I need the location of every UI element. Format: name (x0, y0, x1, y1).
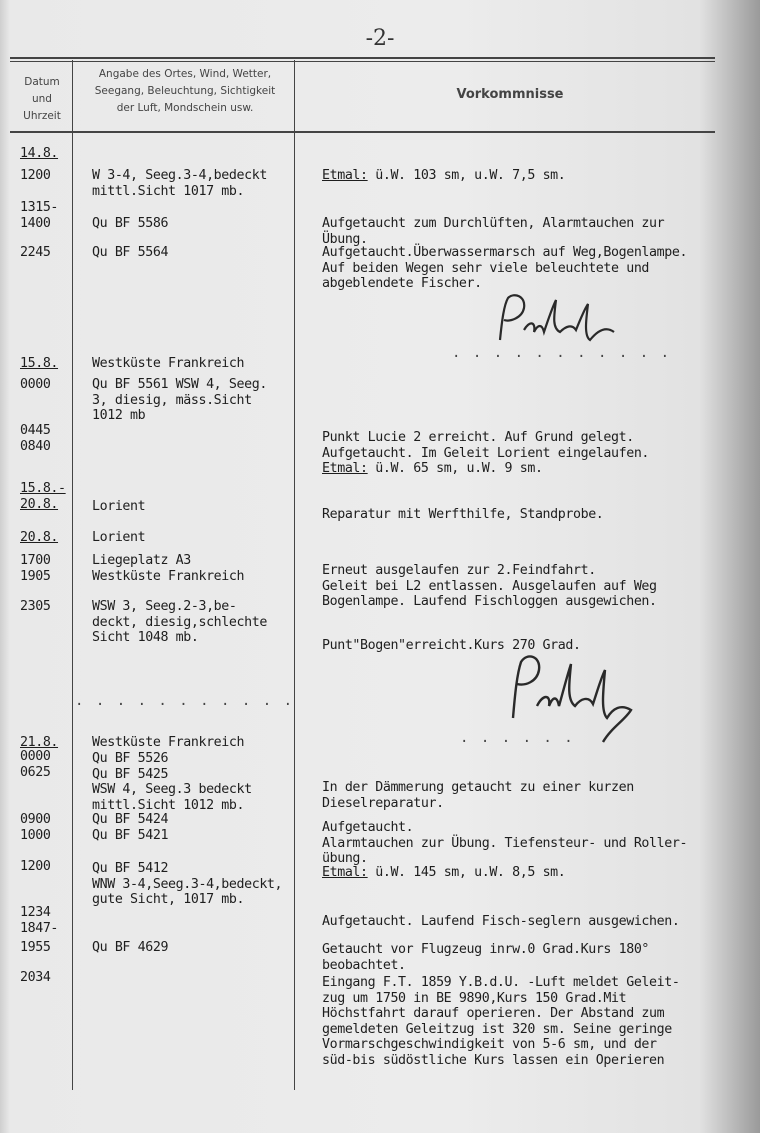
header-top-rule-2 (10, 61, 715, 62)
entry-location: W 3-4, Seeg.3-4,bedeckt mittl.Sicht 1017 mb. (92, 168, 267, 199)
etmal-values: ü.W. 103 sm, u.W. 7,5 sm. (367, 168, 566, 183)
entry-location: WSW 3, Seeg.2-3,be- deckt, diesig,schlechte Sicht 1048 mb. (92, 599, 267, 645)
entry-time: 2305 (20, 599, 51, 614)
column-header-date-text: Datum und Uhrzeit (23, 76, 61, 122)
entry-time: 0900 1000 (20, 812, 51, 843)
entry-time: 0445 0840 (20, 423, 51, 454)
etmal-label: Etmal: (322, 168, 368, 183)
entry-events: Punkt Lucie 2 erreicht. Auf Grund gelegt. Aufgetaucht. Im Geleit Lorient eingelaufen. (322, 430, 650, 461)
entry-events (322, 168, 565, 184)
entry-time: 0000 (20, 377, 51, 392)
entry-location: Qu BF 5526 Qu BF 5425 WSW 4, Seeg.3 bedeckt mittl.Sicht 1012 mb. (92, 751, 252, 813)
entry-location: Qu BF 5412 WNW 3-4,Seeg.3-4,bedeckt, gute Sicht, 1017 mb. (92, 861, 283, 907)
column-divider-1 (72, 60, 73, 1090)
dotted-line: . . . . . . (460, 730, 575, 746)
entry-date: 20.8. (20, 530, 59, 545)
column-header-events (300, 86, 720, 103)
column-header-location-text: Angabe des Ortes, Wind, Wetter, Seegang, Beleuchtung, Sichtigkeit der Luft, Mondschein usw. (94, 68, 276, 114)
entry-time: 1700 1905 (20, 553, 51, 584)
dotted-line: . . . . . . . . . . . (75, 693, 295, 709)
header-top-rule (10, 57, 715, 59)
etmal-values: ü.W. 65 sm, u.W. 9 sm. (367, 461, 543, 476)
column-header-events-text: Vorkommnisse (456, 87, 564, 102)
entry-events (322, 865, 565, 881)
entry-events: Aufgetaucht.Überwassermarsch auf Weg,Bogenlampe. Auf beiden Wegen sehr viele beleuchtete und abgeblendete Fischer. (322, 245, 688, 291)
entry-date: 15.8.- 20.8. (20, 481, 66, 512)
entry-date: 15.8. (20, 356, 59, 371)
entry-time: 1234 1847- (20, 905, 59, 936)
entry-events: Aufgetaucht zum Durchlüften, Alarmtauchen zur Übung. (322, 216, 665, 247)
etmal-label: Etmal: (322, 461, 368, 476)
entry-location: Lorient (92, 530, 146, 545)
etmal-label: Etmal: (322, 865, 368, 880)
entry-location: Qu BF 5564 (92, 245, 169, 260)
page-number: -2- (365, 26, 395, 51)
entry-time: 1315- 1400 (20, 200, 59, 231)
entry-events: Getaucht vor Flugzeug inrw.0 Grad.Kurs 180° beobachtet. (322, 942, 650, 973)
entry-events: Punt"Bogen"erreicht.Kurs 270 Grad. (322, 638, 581, 653)
entry-date: 21.8. (20, 735, 59, 750)
entry-location: Qu BF 4629 (92, 940, 169, 955)
entry-date: 14.8. (20, 146, 59, 161)
dotted-line: . . . . . . . . . . . (452, 345, 672, 361)
entry-events: Aufgetaucht. Laufend Fisch-seglern ausgewichen. (322, 914, 680, 929)
entry-time: 2034 (20, 970, 51, 985)
entry-events (322, 461, 543, 477)
entry-location: Liegeplatz A3 Westküste Frankreich (92, 553, 245, 584)
entry-time: 0000 0625 (20, 749, 51, 780)
entry-events: In der Dämmerung getaucht zu einer kurzen Dieselreparatur. (322, 780, 634, 811)
entry-events: Erneut ausgelaufen zur 2.Feindfahrt. Geleit bei L2 entlassen. Ausgelaufen auf Weg Bogenlampe. Laufend Fischloggen ausgewichen. (322, 563, 657, 609)
entry-time: 2245 (20, 245, 51, 260)
column-divider-2 (294, 60, 295, 1090)
entry-location: Qu BF 5424 Qu BF 5421 (92, 812, 169, 843)
entry-location: Westküste Frankreich (92, 356, 245, 371)
entry-location: Qu BF 5561 WSW 4, Seeg. 3, diesig, mäss.Sicht 1012 mb (92, 377, 267, 423)
entry-events: Aufgetaucht. Alarmtauchen zur Übung. Tiefensteur- und Roller- übung. (322, 820, 688, 866)
column-header-date (12, 74, 72, 125)
column-header-location (75, 66, 295, 117)
entry-time: 1200 (20, 859, 51, 874)
entry-location: Lorient (92, 499, 146, 514)
entry-time: 1955 (20, 940, 51, 955)
entry-events: Eingang F.T. 1859 Y.B.d.U. -Luft meldet Geleit- zug um 1750 in BE 9890,Kurs 150 Grad.Mit Höchstfahrt darauf operieren. Der Abstand zum gemeldeten Geleitzug ist 320 sm. Seine geringe Vormarschgeschwindigkeit von 5-6 sm, und der süd-bis südöstliche Kurs lassen ein Operieren (322, 975, 680, 1068)
entry-events: Reparatur mit Werfthilfe, Standprobe. (322, 507, 604, 522)
entry-location: Westküste Frankreich (92, 735, 245, 750)
entry-location: Qu BF 5586 (92, 216, 169, 231)
header-bottom-rule (10, 131, 715, 133)
etmal-values: ü.W. 145 sm, u.W. 8,5 sm. (367, 865, 566, 880)
entry-time: 1200 (20, 168, 51, 183)
